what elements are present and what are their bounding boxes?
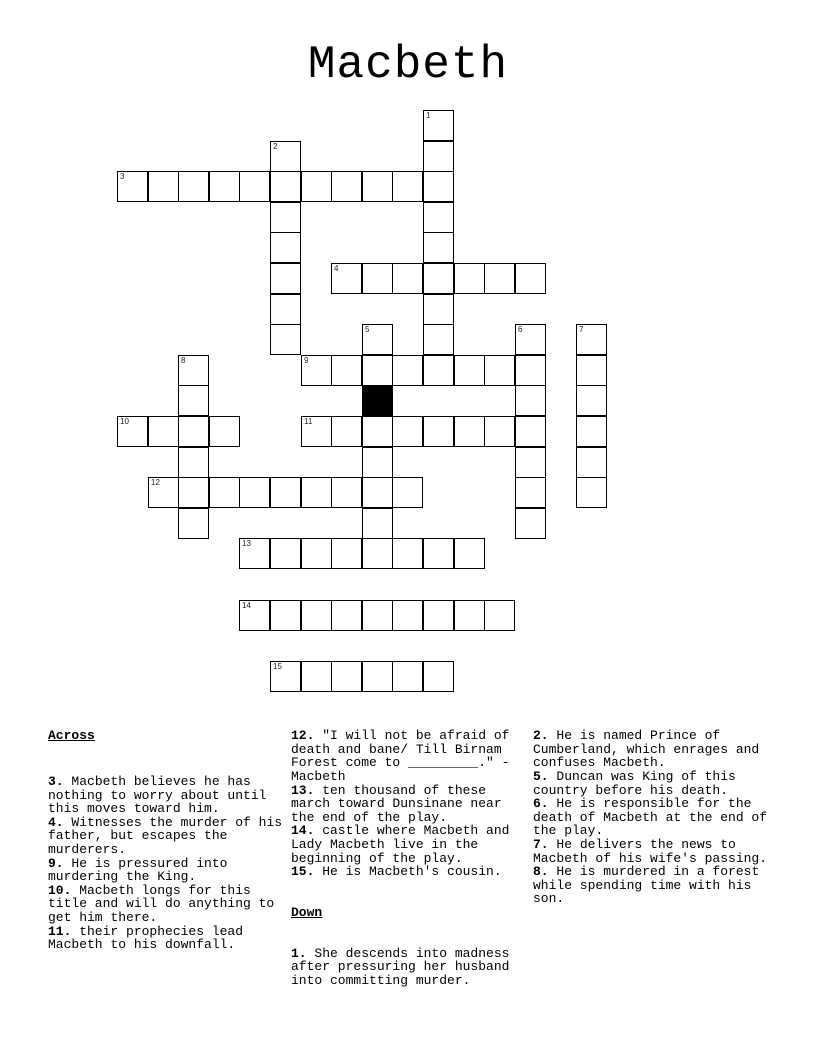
clue-item (533, 770, 769, 797)
grid-cell[interactable] (362, 324, 393, 355)
clue-item (533, 865, 769, 906)
grid-cell[interactable] (515, 385, 546, 416)
clue-text: their prophecies lead Macbeth to his downfall. (48, 923, 251, 953)
grid-cell[interactable] (209, 477, 240, 508)
grid-cell[interactable] (301, 416, 332, 447)
clue-item (48, 857, 284, 884)
grid-cell[interactable] (423, 263, 454, 294)
grid-cell[interactable] (392, 538, 423, 569)
clue-text: Duncan was King of this country before his death. (533, 768, 744, 798)
grid-cell[interactable] (576, 447, 607, 478)
clue-text: He is named Prince of Cumberland, which enrages and confuses Macbeth. (533, 728, 768, 771)
grid-cell[interactable] (454, 263, 485, 294)
grid-cell[interactable] (515, 447, 546, 478)
clue-text: She descends into madness after pressuring her husband into committing murder. (291, 945, 518, 988)
grid-cell[interactable] (576, 355, 607, 386)
grid-cell[interactable] (362, 600, 393, 631)
cell-number: 14 (242, 601, 251, 610)
grid-cell[interactable] (423, 232, 454, 263)
cell-number: 12 (151, 478, 160, 487)
page-title: Macbeth (307, 39, 509, 91)
grid-cell[interactable] (454, 600, 485, 631)
clue-number: 9. (48, 855, 64, 871)
grid-cell[interactable] (484, 416, 515, 447)
grid-cell[interactable] (270, 477, 301, 508)
clue-item (48, 884, 284, 925)
grid-cell[interactable] (423, 171, 454, 202)
cell-number: 15 (273, 662, 282, 671)
clue-item (291, 729, 527, 783)
grid-cell[interactable] (454, 538, 485, 569)
grid-cell[interactable] (423, 110, 454, 141)
grid-cell[interactable] (301, 355, 332, 386)
down-clues-list (291, 947, 527, 988)
grid-cell[interactable] (178, 355, 209, 386)
grid-cell[interactable] (331, 263, 362, 294)
grid-cell[interactable] (362, 171, 393, 202)
clue-text: Macbeth believes he has nothing to worry about until this moves toward him. (48, 773, 275, 817)
grid-cell[interactable] (209, 171, 240, 202)
clue-item (291, 947, 527, 988)
grid-cell[interactable] (362, 263, 393, 294)
clue-item (291, 784, 527, 825)
across-clues-list (48, 773, 290, 953)
grid-cell[interactable] (423, 355, 454, 386)
grid-cell[interactable] (270, 600, 301, 631)
grid-cell[interactable] (270, 141, 301, 172)
grid-cell[interactable] (362, 538, 393, 569)
grid-cell[interactable] (178, 416, 209, 447)
grid-cell[interactable] (484, 355, 515, 386)
clue-item (291, 824, 527, 865)
clue-number: 14. (291, 823, 315, 839)
across-clues-list-continued (291, 729, 527, 879)
grid-cell[interactable] (362, 355, 393, 386)
clue-item (48, 925, 284, 952)
clue-text: castle where Macbeth and Lady Macbeth live in the beginning of the play. (291, 823, 518, 866)
grid-cell[interactable] (117, 171, 148, 202)
clue-item (291, 865, 527, 879)
cell-number: 3 (120, 172, 125, 181)
grid-cell[interactable] (362, 508, 393, 539)
grid-cell[interactable] (392, 171, 423, 202)
grid-cell[interactable] (423, 600, 454, 631)
cell-number: 4 (334, 264, 339, 273)
grid-cell[interactable] (331, 477, 362, 508)
grid-cell[interactable] (454, 416, 485, 447)
clue-number: 3. (48, 773, 64, 789)
clue-number: 10. (48, 882, 72, 898)
grid-cell[interactable] (270, 538, 301, 569)
grid-cell[interactable] (301, 661, 332, 692)
grid-cell[interactable] (362, 477, 393, 508)
clue-number: 13. (291, 782, 315, 798)
clue-text: He is murdered in a forest while spending time with his son. (533, 864, 768, 907)
grid-cell[interactable] (301, 600, 332, 631)
down-clues-list-continued (533, 728, 775, 907)
grid-cell[interactable] (178, 447, 209, 478)
grid-cell[interactable] (270, 171, 301, 202)
black-cell (362, 385, 393, 416)
across-heading: Across (48, 728, 95, 744)
clue-item (48, 814, 290, 857)
clue-item (533, 838, 769, 865)
down-heading: Down (291, 904, 323, 920)
grid-cell[interactable] (331, 416, 362, 447)
grid-cell[interactable] (148, 477, 179, 508)
grid-cell[interactable] (484, 263, 515, 294)
clue-text: Witnesses the murder of his father, but escapes the murderers. (48, 814, 290, 857)
grid-cell[interactable] (270, 294, 301, 325)
grid-cell[interactable] (239, 171, 270, 202)
cell-number: 11 (304, 417, 313, 426)
grid-cell[interactable] (515, 477, 546, 508)
grid-cell[interactable] (178, 477, 209, 508)
grid-cell[interactable] (331, 661, 362, 692)
clue-number: 5. (533, 768, 549, 784)
clue-text: ten thousand of these march toward Dunsinane near the end of the play. (291, 782, 510, 825)
clue-number: 11. (48, 923, 72, 939)
clue-text: He is pressured into murdering the King. (48, 855, 236, 885)
clue-number: 8. (533, 864, 549, 880)
grid-cell[interactable] (148, 416, 179, 447)
grid-cell[interactable] (515, 508, 546, 539)
grid-cell[interactable] (270, 202, 301, 233)
grid-cell[interactable] (331, 538, 362, 569)
clue-column-1 (48, 702, 290, 965)
grid-cell[interactable] (423, 202, 454, 233)
grid-cell[interactable] (423, 294, 454, 325)
grid-cell[interactable] (454, 355, 485, 386)
grid-cell[interactable] (515, 416, 546, 447)
clue-text: He is responsible for the death of Macbeth at the end of the play. (533, 796, 775, 839)
grid-cell[interactable] (423, 538, 454, 569)
grid-cell[interactable] (576, 324, 607, 355)
grid-cell[interactable] (423, 416, 454, 447)
grid-cell[interactable] (301, 477, 332, 508)
clue-number: 15. (291, 864, 315, 880)
clue-item (48, 775, 284, 816)
grid-cell[interactable] (239, 600, 270, 631)
grid-cell[interactable] (301, 538, 332, 569)
cell-number: 9 (304, 356, 309, 365)
grid-cell[interactable] (178, 508, 209, 539)
grid-cell[interactable] (392, 600, 423, 631)
clue-item (533, 729, 769, 770)
grid-cell[interactable] (423, 661, 454, 692)
cell-number: 1 (426, 111, 431, 120)
grid-cell[interactable] (331, 600, 362, 631)
grid-cell[interactable] (423, 324, 454, 355)
grid-cell[interactable] (270, 232, 301, 263)
cell-number: 7 (579, 325, 584, 334)
cell-number: 2 (273, 142, 278, 151)
clue-number: 6. (533, 796, 549, 812)
cell-number: 5 (365, 325, 370, 334)
grid-cell[interactable] (362, 447, 393, 478)
grid-cell[interactable] (209, 416, 240, 447)
cell-number: 10 (120, 417, 129, 426)
grid-cell[interactable] (392, 263, 423, 294)
clue-number: 1. (291, 945, 307, 961)
clue-text: Macbeth longs for this title and will do anything to get him there. (48, 882, 283, 925)
grid-cell[interactable] (148, 171, 179, 202)
clue-item (533, 796, 775, 839)
grid-cell[interactable] (515, 355, 546, 386)
grid-cell[interactable] (362, 661, 393, 692)
grid-cell[interactable] (392, 661, 423, 692)
grid-cell[interactable] (178, 385, 209, 416)
grid-cell[interactable] (576, 385, 607, 416)
grid-cell[interactable] (301, 171, 332, 202)
clue-number: 4. (48, 814, 64, 830)
clue-column-2 (291, 702, 527, 1001)
grid-cell[interactable] (270, 263, 301, 294)
grid-cell[interactable] (576, 416, 607, 447)
grid-cell[interactable] (392, 355, 423, 386)
cell-number: 13 (242, 539, 251, 548)
grid-cell[interactable] (484, 600, 515, 631)
grid-cell[interactable] (270, 324, 301, 355)
grid-cell[interactable] (178, 171, 209, 202)
clue-column-3 (533, 702, 775, 920)
grid-cell[interactable] (392, 477, 423, 508)
grid-cell[interactable] (331, 171, 362, 202)
grid-cell[interactable] (423, 141, 454, 172)
grid-cell[interactable] (392, 416, 423, 447)
clue-number: 2. (533, 728, 549, 744)
cell-number: 6 (518, 325, 523, 334)
grid-cell[interactable] (362, 416, 393, 447)
grid-cell[interactable] (515, 324, 546, 355)
clue-text: "I will not be afraid of death and bane/ Till Birnam Forest come to _________." -Macbeth (291, 728, 518, 784)
cell-number: 8 (181, 356, 186, 365)
clue-text: He delivers the news to Macbeth of his wife's passing. (533, 836, 768, 866)
grid-cell[interactable] (239, 477, 270, 508)
grid-cell[interactable] (270, 661, 301, 692)
grid-cell[interactable] (239, 538, 270, 569)
clue-number: 7. (533, 836, 549, 852)
grid-cell[interactable] (515, 263, 546, 294)
clue-number: 12. (291, 728, 315, 744)
grid-cell[interactable] (576, 477, 607, 508)
grid-cell[interactable] (331, 355, 362, 386)
grid-cell[interactable] (117, 416, 148, 447)
clue-text: He is Macbeth's cousin. (314, 864, 502, 880)
